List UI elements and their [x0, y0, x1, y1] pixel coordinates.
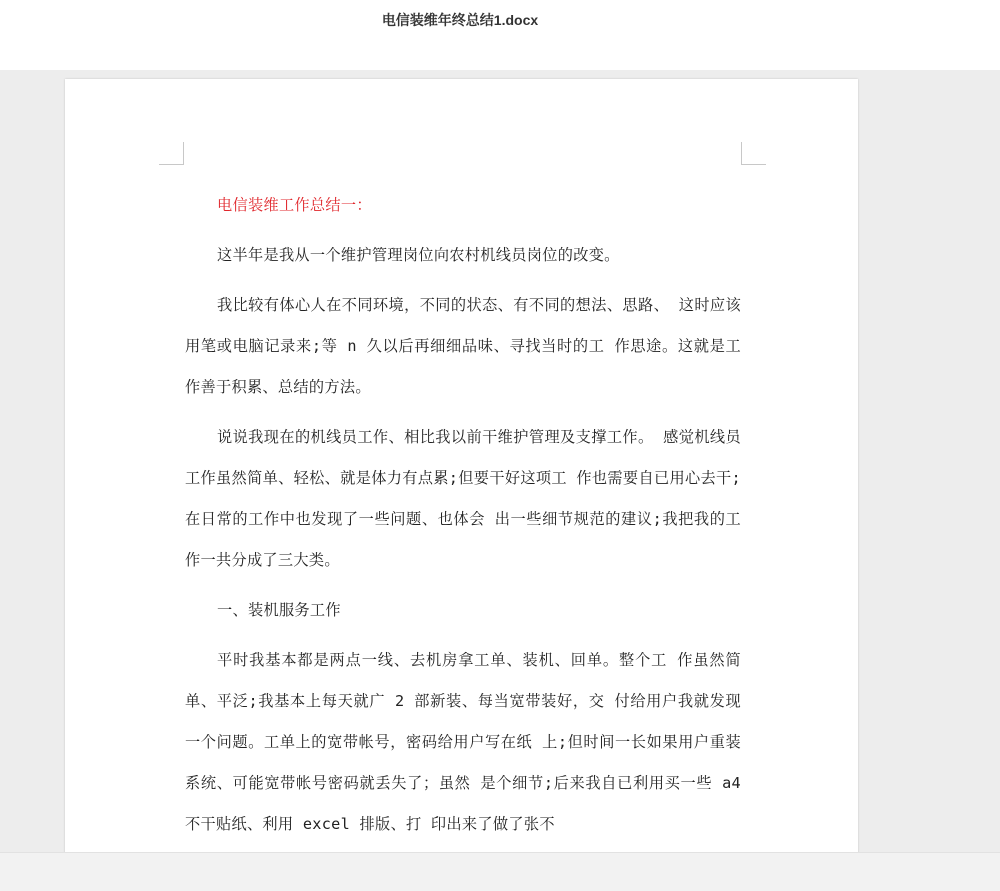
document-body[interactable]	[185, 185, 741, 852]
document-page[interactable]	[65, 79, 858, 852]
section-heading: 一、装机服务工作	[217, 601, 341, 619]
heading-paragraph: 电信装维工作总结一：	[217, 196, 372, 214]
document-title: 电信装维年终总结1.docx	[381, 12, 539, 28]
body-paragraph: 这半年是我从一个维护管理岗位向农村机线员岗位的改变。	[217, 246, 620, 264]
body-paragraph: 说说我现在的机线员工作、相比我以前干维护管理及支撑工作。 感觉机线员工作虽然简单、轻松、就是体力有点累;但要干好这项工 作也需要自已用心去干;在日常的工作中也发现了一些问题、也体会 出一些细节规范的建议;我把我的工作一共分成了三大类。	[185, 428, 741, 569]
title-bar	[0, 0, 1000, 70]
bottom-bar	[0, 852, 1000, 891]
body-paragraph: 我比较有体心人在不同环境，不同的状态、有不同的想法、思路、 这时应该用笔或电脑记录来;等 n 久以后再细细品味、寻找当时的工 作思途。这就是工作善于积累、总结的方法。	[185, 296, 741, 396]
margin-corner-marker-right	[741, 142, 766, 165]
body-paragraph: 平时我基本都是两点一线、去机房拿工单、装机、回单。整个工 作虽然简单、平泛;我基本上每天就广 2 部新装、每当宽带装好，交 付给用户我就发现一个问题。工单上的宽带帐号，密码给用户写在纸 上;但时间一长如果用户重装系统、可能宽带帐号密码就丢失了；虽然 是个细节;后来我自已利用买一些 a4 不干贴纸、利用 excel 排版、打 印出来了做了张不	[185, 651, 741, 833]
margin-corner-marker-left	[159, 142, 184, 165]
document-workspace[interactable]	[0, 70, 1000, 852]
